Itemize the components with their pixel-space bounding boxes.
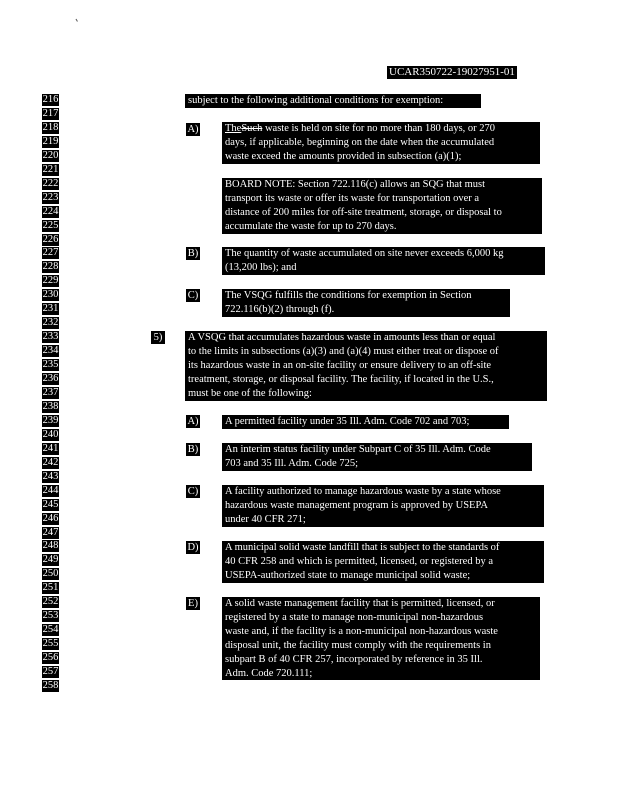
- line-number: 216: [42, 94, 59, 105]
- item-e-line-6: Adm. Code 720.111;: [225, 667, 313, 679]
- item-c-line-3: under 40 CFR 271;: [225, 513, 306, 525]
- condition-a-line-1-rest: waste is held on site for no more than 180 days, or 270: [262, 123, 496, 134]
- board-note-line-1: BOARD NOTE: Section 722.116(c) allows an SQG that must: [225, 179, 486, 190]
- condition-b: [222, 247, 545, 275]
- item-b-line-2: 703 and 35 Ill. Adm. Code 725;: [225, 457, 358, 469]
- line-number: 229: [42, 275, 59, 287]
- line-number: 235: [42, 359, 59, 371]
- line-number: 249: [42, 554, 59, 566]
- stray-mark: [76, 17, 81, 22]
- line-number: 256: [42, 652, 59, 663]
- item-c: [222, 485, 544, 527]
- subsection-5-line-1: A VSQG that accumulates hazardous waste in amounts less than or equal: [188, 332, 496, 343]
- line-number: 241: [42, 442, 59, 454]
- line-number: 257: [42, 665, 59, 677]
- line-number: 223: [42, 191, 59, 203]
- item-b: [222, 443, 532, 471]
- marker-item-b: B): [187, 444, 199, 455]
- subsection-5-line-3: its hazardous waste in an on-site facility or ensure delivery to an off-site: [188, 359, 492, 371]
- marker-condition-b: B): [187, 248, 199, 259]
- line-number: 220: [42, 149, 59, 161]
- line-number: 252: [42, 596, 59, 608]
- line-number: 242: [42, 456, 59, 468]
- item-e-line-4: disposal unit, the facility must comply with the requirements in: [225, 639, 491, 651]
- condition-b-line-2: (13,200 lbs); and: [225, 261, 297, 273]
- line-number: 227: [42, 247, 59, 259]
- condition-a-line-2: days, if applicable, beginning on the date when the accumulated: [225, 136, 495, 148]
- board-note-line-4: accumulate the waste for up to 270 days.: [225, 220, 397, 232]
- line-number: 254: [42, 624, 59, 636]
- line-number: 240: [42, 428, 59, 440]
- intro-text: [185, 94, 481, 108]
- line-number: 230: [42, 289, 59, 301]
- condition-c-line-1: The VSQG fulfills the conditions for exemption in Section: [225, 290, 472, 301]
- board-note-line-2: transport its waste or offer its waste for transportation over a: [225, 192, 480, 204]
- item-a: [222, 415, 509, 429]
- line-number: 245: [42, 498, 59, 510]
- line-number: 236: [42, 373, 59, 384]
- line-number: 255: [42, 638, 59, 649]
- line-number: 243: [42, 470, 59, 482]
- line-number: 238: [42, 400, 59, 412]
- line-number: 253: [42, 610, 59, 622]
- item-c-line-2: hazardous waste management program is approved by USEPA: [225, 499, 488, 511]
- item-d-line-3: USEPA-authorized state to manage municipal solid waste;: [225, 569, 471, 581]
- item-e: [222, 597, 540, 680]
- marker-item-d: D): [187, 542, 199, 553]
- struck-text: Such: [241, 123, 263, 134]
- line-number: 250: [42, 568, 59, 580]
- item-e-line-3: waste and, if the facility is a non-municipal non-hazardous waste: [225, 625, 498, 637]
- inserted-text: The: [225, 123, 242, 134]
- marker-item-c: C): [187, 486, 199, 497]
- line-number: 247: [42, 526, 59, 538]
- marker-item-a: A): [187, 416, 199, 427]
- line-number: 237: [42, 386, 59, 398]
- line-number: 231: [42, 303, 59, 315]
- marker-item-e: E): [186, 597, 200, 610]
- line-number: 217: [42, 108, 59, 119]
- condition-c-line-2: 722.116(b)(2) through (f).: [225, 303, 335, 315]
- line-number: 224: [42, 205, 59, 217]
- line-number: 239: [42, 414, 59, 426]
- line-number: 221: [42, 163, 59, 175]
- line-number: 228: [42, 261, 59, 273]
- line-number: 251: [42, 582, 59, 594]
- line-number: 258: [42, 679, 59, 691]
- marker-condition-a: A): [187, 124, 199, 135]
- item-d-line-2: 40 CFR 258 and which is permitted, licensed, or registered by a: [225, 555, 493, 567]
- subsection-5-line-5: must be one of the following:: [188, 387, 312, 399]
- line-number: 232: [42, 317, 59, 329]
- item-c-line-1: A facility authorized to manage hazardous waste by a state whose: [225, 486, 501, 497]
- line-number: 244: [42, 484, 59, 496]
- subsection-5-line-2: to the limits in subsections (a)(3) and (a)(4) must either treat or dispose of: [188, 345, 499, 357]
- line-number: 234: [42, 345, 59, 357]
- board-note-line-3: distance of 200 miles for off-site treatment, storage, or disposal to: [225, 206, 502, 218]
- item-e-line-2: registered by a state to manage non-municipal non-hazardous: [225, 611, 484, 623]
- subsection-5-line-4: treatment, storage, or disposal facility. The facility, if located in the U.S.,: [188, 373, 494, 385]
- line-number: 246: [42, 512, 59, 524]
- marker-subsection-5: 5): [151, 331, 165, 344]
- marker-condition-c: C): [187, 290, 199, 301]
- condition-b-line-1: The quantity of waste accumulated on site never exceeds 6,000 kg: [225, 248, 504, 259]
- item-e-line-1: A solid waste management facility that is permitted, licensed, or: [225, 598, 495, 609]
- line-number: 219: [42, 135, 59, 147]
- line-number: 233: [42, 331, 59, 343]
- board-note: [222, 178, 542, 234]
- line-number: 218: [42, 121, 59, 133]
- condition-a-line-3: waste exceed the amounts provided in subsection (a)(1);: [225, 150, 462, 162]
- item-e-line-5: subpart B of 40 CFR 257, incorporated by reference in 35 Ill.: [225, 653, 483, 665]
- intro-line: subject to the following additional conditions for exemption:: [188, 95, 444, 106]
- item-b-line-1: An interim status facility under Subpart C of 35 Ill. Adm. Code: [225, 444, 491, 455]
- line-number: 226: [42, 233, 59, 245]
- condition-a-line-1: [225, 122, 537, 136]
- condition-c: [222, 289, 510, 317]
- item-a-line-1: A permitted facility under 35 Ill. Adm. Code 702 and 703;: [225, 416, 470, 427]
- item-d-line-1: A municipal solid waste landfill that is subject to the standards of: [225, 542, 500, 553]
- condition-a: [222, 122, 540, 164]
- line-number: 225: [42, 219, 59, 231]
- line-number: 248: [42, 540, 59, 552]
- line-number: 222: [42, 177, 59, 189]
- item-d: [222, 541, 544, 583]
- subsection-5: [185, 331, 547, 401]
- document-id-header: UCAR350722-19027951-01: [389, 66, 515, 78]
